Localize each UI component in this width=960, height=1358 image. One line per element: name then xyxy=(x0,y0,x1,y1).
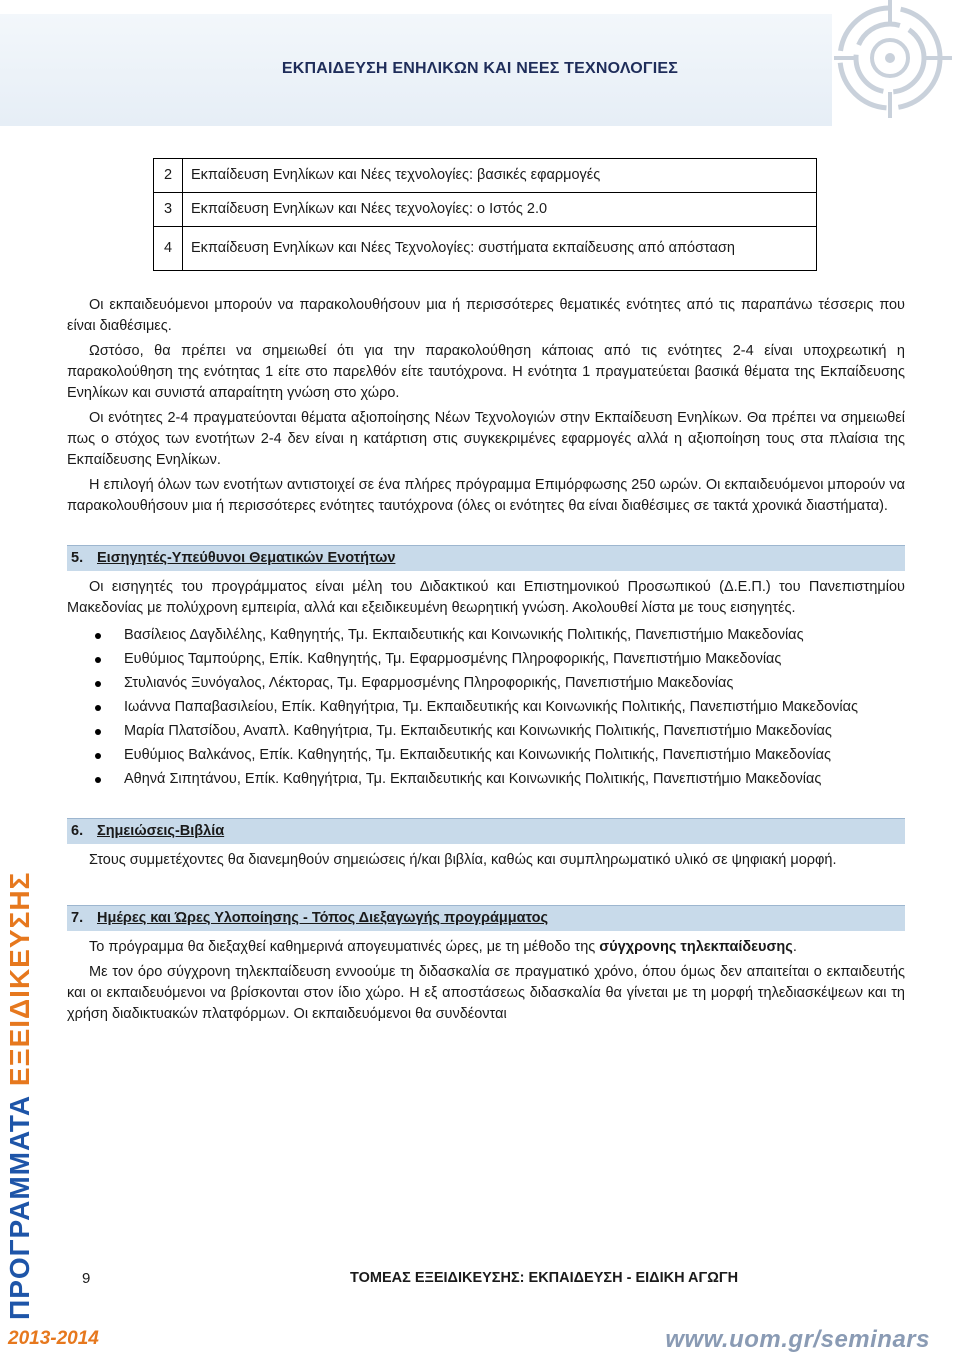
section-title: Σημειώσεις-Βιβλία xyxy=(97,823,225,839)
side-banner-part2: ΕΞΕΙΔΙΚΕΥΣΗΣ xyxy=(4,871,35,1087)
paragraph: Οι εκπαιδευόμενοι μπορούν να παρακολουθήσουν μια ή περισσότερες θεματικές ενότητες από τις παραπάνω τέσσερις που είναι διαθέσιμες. xyxy=(67,297,905,334)
section-number: 6. xyxy=(71,823,84,839)
section-number: 5. xyxy=(71,550,84,566)
list-item: Ευθύμιος Ταμπούρης, Επίκ. Καθηγητής, Τμ. Εφαρμοσμένης Πληροφορικής, Πανεπιστήμιο Μακεδονίας xyxy=(67,649,905,670)
list-item: Ευθύμιος Βαλκάνος, Επίκ. Καθηγητής, Τμ. Εκπαιδευτικής και Κοινωνικής Πολιτικής, Πανεπιστήμιο Μακεδονίας xyxy=(67,745,905,766)
section-title: Ημέρες και Ώρες Υλοποίησης - Τόπος Διεξαγωγής προγράμματος xyxy=(97,910,548,926)
text-run: Το πρόγραμμα θα διεξαχθεί καθημερινά απογευματινές ώρες, με τη μέθοδο της xyxy=(89,939,600,955)
module-title: Εκπαίδευση Ενηλίκων και Νέες τεχνολογίες: βασικές εφαρμογές xyxy=(183,159,817,193)
footer-url[interactable]: www.uom.gr/seminars xyxy=(665,1326,930,1353)
paragraph: Οι ενότητες 2-4 πραγματεύονται θέματα αξιοποίησης Νέων Τεχνολογιών στην Εκπαίδευση Ενηλίκων. Θα πρέπει να σημειωθεί πως ο στόχος των ενοτήτων 2-4 δεν είναι η κατάρτιση στις συγκεκριμένες εφαρμογές αλλά η αξιοποίηση τους στα πλαίσια της Εκπαίδευσης Ενηλίκων. xyxy=(67,410,905,468)
paragraph: Στους συμμετέχοντες θα διανεμηθούν σημειώσεις ή/και βιβλία, καθώς και συμπληρωματικό υλικό σε ψηφιακή μορφή. xyxy=(89,852,837,868)
section-7-heading xyxy=(67,905,905,931)
module-number: 4 xyxy=(154,227,183,271)
paragraph: Ωστόσο, θα πρέπει να σημειωθεί ότι για την παρακολούθηση κάποιας από τις ενότητες 2-4 είναι υποχρεωτική η παρακολούθηση της ενότητας 1 είτε στο παρελθόν είτε ταυτόχρονα. Η ενότητα 1 πραγματεύεται βασικά θέματα της Εκπαίδευσης Ενηλίκων και συνιστά απαραίτητη γνώση στο χώρο. xyxy=(67,343,905,401)
page-header-title: ΕΚΠΑΙΔΕΥΣΗ ΕΝΗΛΙΚΩΝ ΚΑΙ ΝΕΕΣ ΤΕΧΝΟΛΟΓΙΕΣ xyxy=(281,60,679,77)
module-title: Εκπαίδευση Ενηλίκων και Νέες τεχνολογίες: ο Ιστός 2.0 xyxy=(183,193,817,227)
modules-table xyxy=(153,158,817,271)
list-item: Βασίλειος Δαγδιλέλης, Καθηγητής, Τμ. Εκπαιδευτικής και Κοινωνικής Πολιτικής, Πανεπιστήμιο Μακεδονίας xyxy=(67,625,905,646)
section-number: 7. xyxy=(71,910,84,926)
document-body xyxy=(67,158,905,1029)
section-6-heading xyxy=(67,818,905,844)
module-number: 3 xyxy=(154,193,183,227)
table-row xyxy=(154,159,817,193)
list-item: Αθηνά Σιπητάνου, Επίκ. Καθηγήτρια, Τμ. Εκπαιδευτικής και Κοινωνικής Πολιτικής, Πανεπιστήμιο Μακεδονίας xyxy=(67,769,905,790)
module-number: 2 xyxy=(154,159,183,193)
paragraph: Οι εισηγητές του προγράμματος είναι μέλη του Διδακτικού και Επιστημονικού Προσωπικού (Δ.Ε.Π.) του Πανεπιστημίου Μακεδονίας με πολύχρονη εμπειρία, αλλά και εξειδικευμένη θεωρητική γνώση. Ακολουθεί λίστα με τους εισηγητές. xyxy=(67,579,905,616)
footer-year: 2013-2014 xyxy=(8,1328,99,1349)
lecturer-list xyxy=(67,625,905,790)
footer-sector: ΤΟΜΕΑΣ ΕΞΕΙΔΙΚΕΥΣΗΣ: ΕΚΠΑΙΔΕΥΣΗ - ΕΙΔΙΚΗ ΑΓΩΓΗ xyxy=(350,1270,739,1286)
text-run-bold: σύγχρονης τηλεκπαίδευσης xyxy=(599,939,793,955)
section-title: Εισηγητές-Υπεύθυνοι Θεματικών Ενοτήτων xyxy=(97,550,396,566)
list-item: Μαρία Πλατσίδου, Αναπλ. Καθηγήτρια, Τμ. Εκπαιδευτικής και Κοινωνικής Πολιτικής, Πανεπιστήμιο Μακεδονίας xyxy=(67,721,905,742)
page-number: 9 xyxy=(82,1270,91,1287)
paragraph xyxy=(67,937,905,958)
table-row xyxy=(154,227,817,271)
target-logo-icon xyxy=(828,0,956,130)
table-row xyxy=(154,193,817,227)
paragraph: Η επιλογή όλων των ενοτήτων αντιστοιχεί σε ένα πλήρες πρόγραμμα Επιμόρφωσης 250 ωρών. Οι εκπαιδευόμενοι μπορούν να παρακολουθήσουν μια ή περισσότερες ενότητες ταυτόχρονα (όλες οι ενότητες θα είναι διαθέσιμες σε τακτά χρονικά διαστήματα). xyxy=(67,477,905,514)
section-5-heading xyxy=(67,545,905,571)
list-item: Ιωάννα Παπαβασιλείου, Επίκ. Καθηγήτρια, Τμ. Εκπαιδευτικής και Κοινωνικής Πολιτικής, Πανεπιστήμιο Μακεδονίας xyxy=(67,697,905,718)
side-banner-part1: ΠΡΟΓΡΑΜΜΑΤΑ xyxy=(4,1086,35,1320)
module-title: Εκπαίδευση Ενηλίκων και Νέες Τεχνολογίες: συστήματα εκπαίδευσης από απόσταση xyxy=(183,227,817,271)
paragraph: Με τον όρο σύγχρονη τηλεκπαίδευση εννοούμε τη διδασκαλία σε πραγματικό χρόνο, όπου όμως δεν απαιτείται ο εκπαιδευτής και οι εκπαιδευόμενοι να βρίσκονται στον ίδιο χώρο. Η εξ αποστάσεως διδασκαλία θα γίνεται με τη μορφή τηλεδιασκέψεων και τη χρήση διαδικτυακών πλατφόρμων. Οι εκπαιδευόμενοι θα συνδέονται xyxy=(67,964,905,1022)
text-run: . xyxy=(792,939,797,955)
list-item: Στυλιανός Ξυνόγαλος, Λέκτορας, Τμ. Εφαρμοσμένης Πληροφορικής, Πανεπιστήμιο Μακεδονίας xyxy=(67,673,905,694)
side-banner xyxy=(4,850,38,1320)
